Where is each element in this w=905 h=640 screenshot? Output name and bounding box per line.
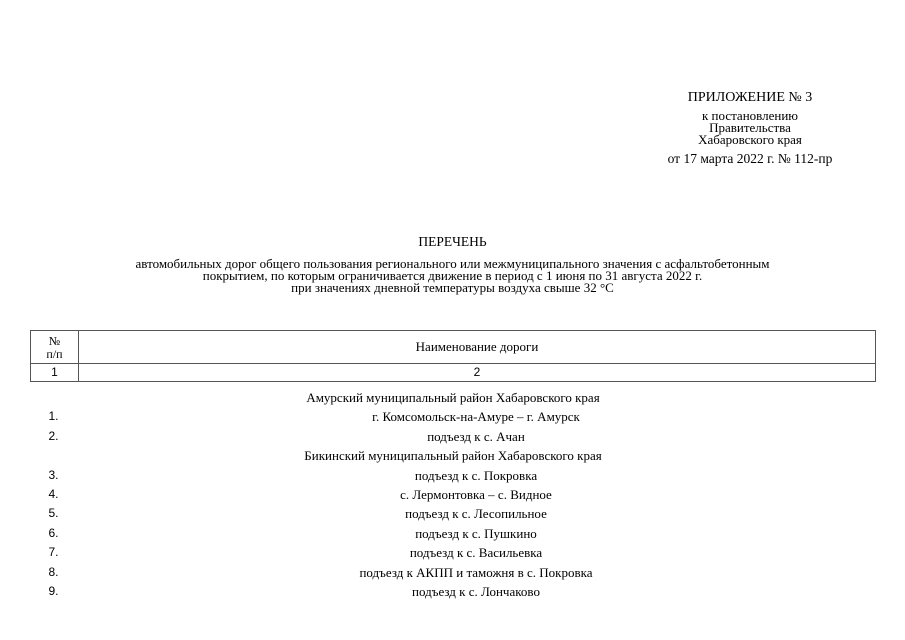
- row-number: 5.: [48, 506, 59, 521]
- district-row: [30, 446, 876, 465]
- table-row: [30, 485, 876, 504]
- row-number: 2.: [48, 428, 59, 443]
- road-name: подъезд к АКПП и таможня в с. Покровка: [359, 564, 593, 580]
- appendix-title: ПРИЛОЖЕНИЕ № 3: [687, 90, 813, 105]
- table-row: [30, 407, 876, 426]
- table-body: [30, 388, 876, 601]
- road-name: г. Комсомольск-на-Амуре – г. Амурск: [372, 409, 580, 425]
- road-name: подъезд к с. Покровка: [414, 467, 538, 483]
- row-number: 1.: [48, 409, 59, 424]
- header-number-label: п/п: [46, 347, 63, 361]
- header-number-symbol: №: [48, 334, 61, 348]
- header-road-name: Наименование дороги: [415, 339, 539, 354]
- table-row: [30, 504, 876, 523]
- table-row: [30, 466, 876, 485]
- table-row: [30, 582, 876, 601]
- table-column-index-row: [31, 364, 875, 381]
- road-name: с. Лермонтовка – с. Видное: [400, 486, 552, 502]
- document-subtitle-line-3: при значениях дневной температуры воздуха свыше 32 °С: [291, 280, 614, 295]
- table-row: [30, 427, 876, 446]
- column-index-1: 1: [31, 364, 79, 381]
- table-header: [30, 330, 876, 382]
- appendix-line-1: к постановлению: [701, 108, 799, 123]
- document-subtitle-line-1: автомобильных дорог общего пользования регионального или межмуниципального значения с асфальтобетонным: [135, 256, 770, 271]
- row-number: 8.: [48, 564, 59, 579]
- district-row: [30, 388, 876, 407]
- row-number: 7.: [48, 545, 59, 560]
- document-title: ПЕРЕЧЕНЬ: [418, 234, 487, 249]
- district-name: Амурский муниципальный район Хабаровского края: [306, 390, 600, 405]
- road-name: подъезд к с. Васильевка: [409, 545, 543, 561]
- road-name: подъезд к с. Ачан: [427, 428, 525, 444]
- table-row: [30, 524, 876, 543]
- table-row: [30, 543, 876, 562]
- row-number: 4.: [48, 486, 59, 501]
- column-index-2: 2: [473, 365, 481, 379]
- appendix-line-2: Правительства: [709, 120, 791, 135]
- table-row: [30, 563, 876, 582]
- row-number: 6.: [48, 525, 59, 540]
- header-number-cell: [31, 331, 79, 363]
- document-subtitle-line-2: покрытием, по которым ограничивается движение в период с 1 июня по 31 августа 2022 г.: [202, 268, 703, 283]
- road-name: подъезд к с. Лесопильное: [405, 506, 547, 522]
- table-header-row: [31, 331, 875, 364]
- appendix-line-3: Хабаровского края: [698, 132, 802, 147]
- row-number: 9.: [48, 583, 59, 598]
- district-name: Бикинский муниципальный район Хабаровского края: [304, 448, 602, 464]
- road-name: подъезд к с. Пушкино: [415, 525, 537, 541]
- appendix-date: от 17 марта 2022 г. № 112-пр: [667, 151, 833, 166]
- road-name: подъезд к с. Лончаково: [412, 583, 540, 599]
- row-number: 3.: [48, 467, 59, 482]
